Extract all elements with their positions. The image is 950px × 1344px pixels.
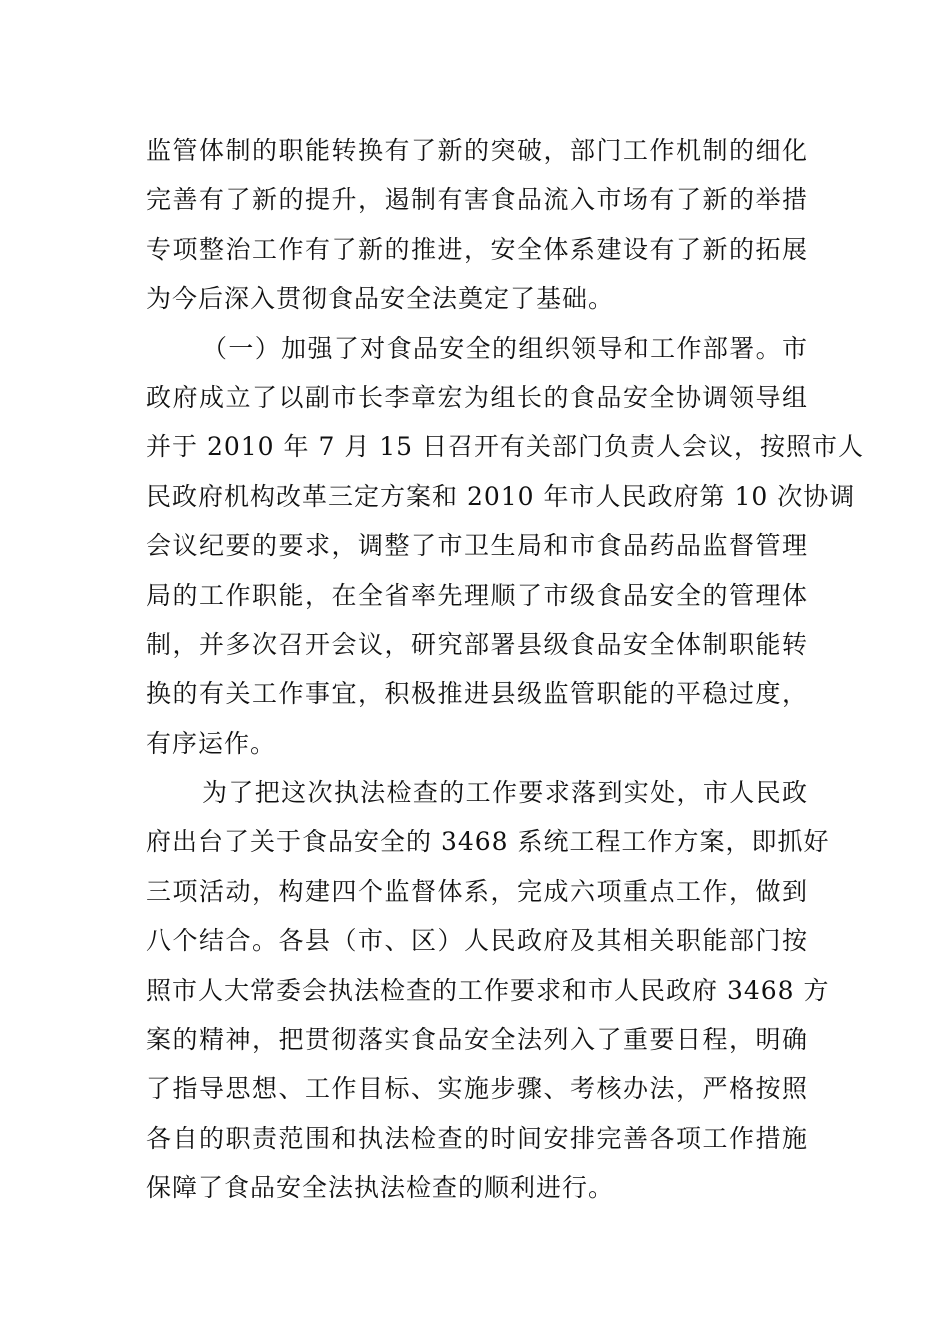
text-line: 制，并多次召开会议，研究部署县级食品安全体制职能转 (146, 629, 808, 659)
text-line: 政府成立了以副市长李章宏为组长的食品安全协调领导组 (146, 382, 808, 412)
text-line: 三项活动，构建四个监督体系，完成六项重点工作，做到 (146, 876, 808, 906)
text-line: 专项整治工作有了新的推进，安全体系建设有了新的拓展 (146, 234, 808, 264)
text-line: （一）加强了对食品安全的组织领导和工作部署。市 (202, 333, 808, 363)
text-line: 案的精神，把贯彻落实食品安全法列入了重要日程，明确 (146, 1025, 808, 1055)
text-line: 照市人大常委会执法检查的工作要求和市人民政府 3468 方 (146, 975, 830, 1005)
text-line: 保障了食品安全法执法检查的顺利进行。 (146, 1173, 615, 1203)
text-line: 完善有了新的提升，遏制有害食品流入市场有了新的举措 (146, 185, 808, 215)
text-line: 为了把这次执法检查的工作要求落到实处，市人民政 (202, 778, 808, 808)
text-line: 并于 2010 年 7 月 15 日召开有关部门负责人会议，按照市人 (146, 432, 865, 462)
intro-paragraph (146, 126, 808, 324)
text-line: 有序运作。 (146, 728, 277, 758)
document-body (146, 126, 865, 1213)
text-line: 会议纪要的要求，调整了市卫生局和市食品药品监督管理 (146, 531, 808, 561)
section-one-paragraph (146, 324, 865, 769)
text-line: 民政府机构改革三定方案和 2010 年市人民政府第 10 次协调 (146, 481, 856, 511)
text-line: 府出台了关于食品安全的 3468 系统工程工作方案，即抓好 (146, 827, 830, 857)
text-line: 换的有关工作事宜，积极推进县级监管职能的平稳过度， (146, 679, 808, 709)
text-line: 为今后深入贯彻食品安全法奠定了基础。 (146, 284, 615, 314)
text-line: 局的工作职能，在全省率先理顺了市级食品安全的管理体 (146, 580, 808, 610)
text-line: 监管体制的职能转换有了新的突破，部门工作机制的细化 (146, 136, 808, 165)
text-line: 各自的职责范围和执法检查的时间安排完善各项工作措施 (146, 1123, 808, 1153)
implementation-paragraph (146, 768, 830, 1213)
text-line: 了指导思想、工作目标、实施步骤、考核办法，严格按照 (146, 1074, 808, 1104)
text-line: 八个结合。各县（市、区）人民政府及其相关职能部门按 (146, 926, 808, 956)
